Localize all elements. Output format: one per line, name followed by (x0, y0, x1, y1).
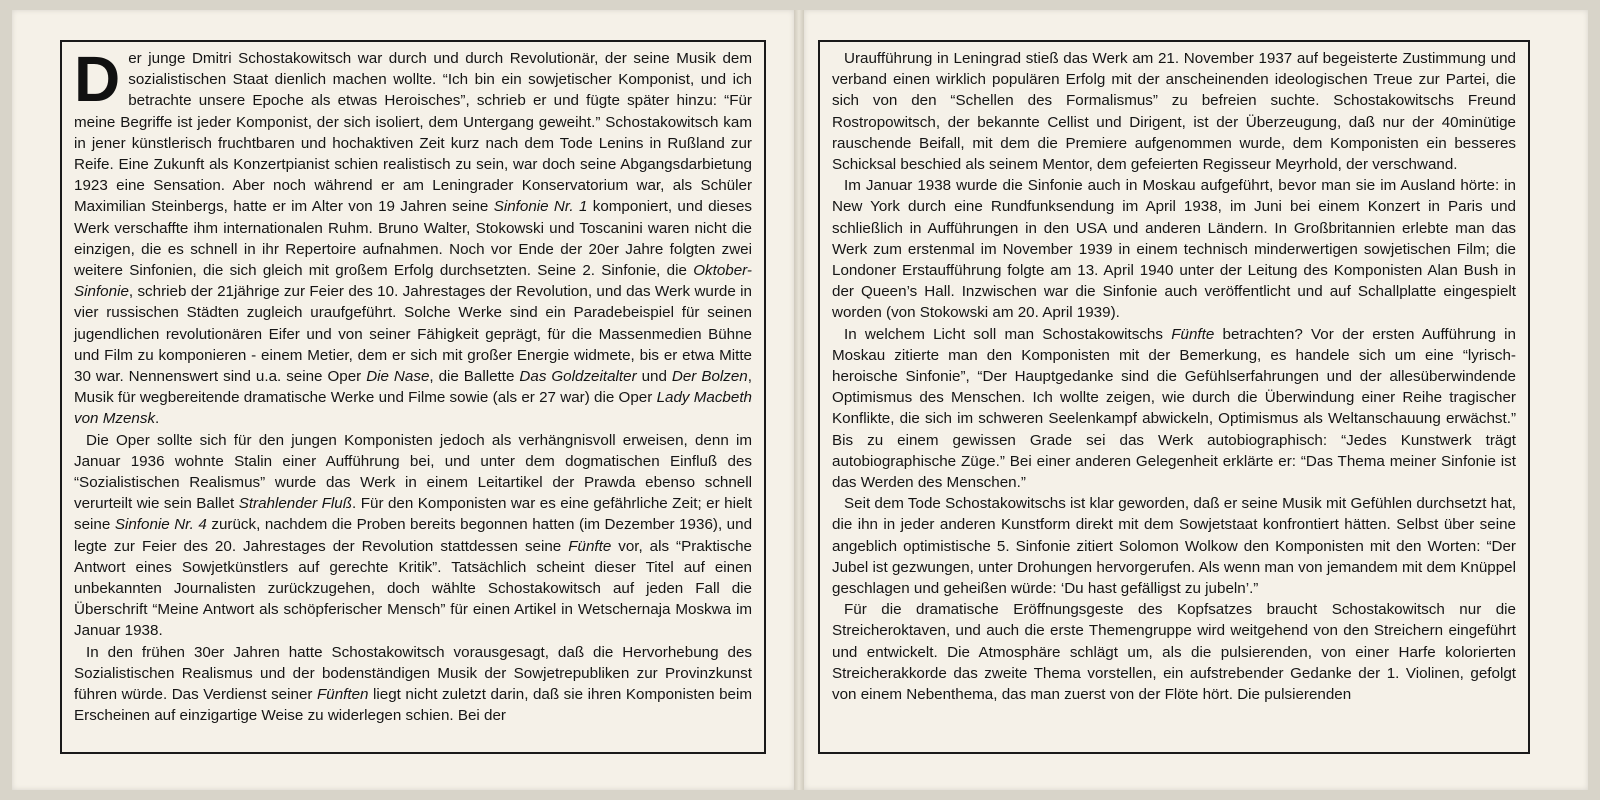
paragraph (74, 43, 752, 430)
text-run: Die Oper sollte sich für den jungen Komponisten jedoch als verhängnisvoll erweisen, denn im Januar 1936 wohnte Stalin einer Aufführung bei, und unter dem dogmatischen Einfluß des “Sozialistischen Realismus” wurde das Werk in einem Leitartikel der Prawda ebenso schnell verurteilt wie sein Ballet (74, 431, 752, 513)
text-run: vor, als “Praktische Antwort eines Sowjetkünstlers auf gerechte Kritik”. Tatsächlich scheint dieser Titel auf einen unbekannten Journalisten zurückzugehen, doch wählte Schostakowitsch auf jeden Fall die Überschrift “Meine Antwort als schöpferischer Mensch” für einen Artikel in Wetschernaja Moskwa im Januar 1938. (74, 537, 752, 640)
text-run: . (155, 410, 160, 428)
italic-title: Oktober-Sinfonie (74, 262, 752, 301)
right-page-text (832, 48, 1516, 705)
left-text-frame (60, 40, 766, 754)
paragraph (832, 48, 1516, 175)
paragraph (74, 642, 752, 727)
left-page (12, 10, 794, 790)
text-run: . Für den Komponisten war es eine gefährliche Zeit; er hielt seine (74, 495, 752, 534)
right-page (804, 10, 1588, 790)
italic-title: Strahlender Fluß (238, 495, 353, 513)
paragraph (832, 175, 1516, 323)
text-run: Seit dem Tode Schostakowitschs ist klar geworden, daß er seine Musik mit Gefühlen durchsetzt hat, die ihn in jeder anderen Kunstform direkt mit dem Sowjetstaat konfrontiert hätten. Selbst über seine angeblich optimistische 5. Sinfonie zitiert Solomon Wolkow den Komponisten mit den Worten: “Der Jubel ist gezwungen, unter Drohungen hervorgerufen. Als wenn man von jemandem mit dem Knüppel geschlagen und geheißen würde: ‘Du hast gefälligst zu jubeln’.” (832, 495, 1516, 598)
right-text-frame (818, 40, 1530, 754)
italic-title: Fünften (316, 686, 369, 704)
drop-cap: D (74, 43, 121, 115)
italic-title: Sinfonie Nr. 1 (493, 198, 588, 216)
text-run: komponiert, und dieses Werk verschaffte ihm internationalen Ruhm. Bruno Walter, Stokowski und Toscanini waren nicht die einzigen, die es schnell in ihr Repertoire aufnahmen. Noch vor Ende der 20er Jahre folgten zwei weitere Sinfonien, die sich gleich mit großem Erfolg durchsetzten. Seine 2. Sinfonie, die (74, 198, 752, 280)
italic-title: Fünfte (1171, 325, 1215, 343)
text-run: , schrieb der 21jährige zur Feier des 10. Jahrestages der Revolution, und das Werk wurde in vier russischen Städten zugleich uraufgeführt. Solche Werke sind ein Paradebeispiel für seinen jugendlichen revolutionären Eifer und von seiner Fähigkeit geprägt, für die Massenmedien Bühne und Film zu komponieren - einem Metier, dem er sich mit großer Energie widmete, bis er etwa Mitte 30 war. Nennenswert sind u.a. seine Oper (74, 283, 752, 386)
text-run: Uraufführung in Leningrad stieß das Werk am 21. November 1937 auf begeisterte Zustimmung und verband einen wirklich populären Erfolg mit der anscheinenden ideologischen Treue zur Partei, die sich von den “Schellen des Formalismus” zu befreien suchte. Schostakowitschs Freund Rostropowitsch, der bekannte Cellist und Dirigent, ist der Überzeugung, daß nur der 40minütige rauschende Beifall, mit dem die Premiere aufgenommen wurde, dem Komponisten ein besseres Schicksal beschied als seinem Mentor, dem gefeierten Regisseur Meyrhold, der verschwand. (832, 50, 1516, 174)
page-gutter (794, 10, 804, 790)
paragraph (74, 430, 752, 642)
italic-title: Lady Macbeth von Mzensk (74, 389, 752, 428)
italic-title: Die Nase (366, 368, 430, 386)
text-run: liegt nicht zuletzt darin, daß sie ihren Komponisten beim Erscheinen auf einzigartige Weise zu widerlegen schien. Bei der (74, 686, 752, 725)
italic-title: Fünfte (568, 537, 612, 555)
text-run: , Musik für wegbereitende dramatische Werke und Filme sowie (als er 27 war) die Oper (74, 368, 752, 407)
paragraph (832, 599, 1516, 705)
text-run: In welchem Licht soll man Schostakowitschs (844, 325, 1172, 343)
text-run: er junge Dmitri Schostakowitsch war durch und durch Revolutionär, der seine Musik dem sozialistischen Staat dienlich machen wollte. “Ich bin ein sowjetischer Komponist, und ich betrachte unsere Epoche als etwas Heroisches”, schrieb er und fügte später hinzu: “Für meine Begriffe ist jeder Komponist, der sich isoliert, dem Untergang geweiht.” Schostakowitsch kam in jener künstlerisch fruchtbaren und hochaktiven Zeit kurz nach dem Tode Lenins in Rußland zur Reife. Eine Zukunft als Konzertpianist schien realistisch zu sein, war doch seine Abgangsdarbietung 1923 eine Sensation. Aber noch während er am Leningrader Konservatorium war, als Schüler Maximilian Steinbergs, hatte er im Alter von 19 Jahren seine (74, 50, 752, 216)
text-run: , die Ballette (429, 368, 520, 386)
italic-title: Das Goldzeitalter (519, 368, 637, 386)
text-run: Im Januar 1938 wurde die Sinfonie auch in Moskau aufgeführt, bevor man sie im Ausland hörte: in New York durch eine Rundfunksendung im April 1938, im Juni bei einem Konzert in Paris und schließlich in Aufführungen in den USA und anderen Ländern. In Großbritannien erlebte man das Werk zum erstenmal im November 1939 in einem technisch minderwertigen sowjetischen Film; die Londoner Erstaufführung folgte am 13. April 1940 unter der Leitung des Komponisten Alan Bush in der Queen’s Hall. Inzwischen war die Sinfonie auch veröffentlicht und auf Schallplatte eingespielt worden (von Stokowski am 20. April 1939). (832, 177, 1516, 322)
paragraph (832, 493, 1516, 599)
italic-title: Der Bolzen (671, 368, 748, 386)
italic-title: Sinfonie Nr. 4 (114, 516, 207, 534)
left-page-text (74, 43, 753, 727)
text-run: betrachten? Vor der ersten Aufführung in Moskau zitierte man den Komponisten mit der Bemerkung, es handele sich um eine “lyrisch-heroische Sinfonie”, “Der Hauptgedanke sind die Gefühlserfahrungen und der allesüberwindende Optimismus des Menschen. Ich wollte zeigen, wie durch die Überwindung einer Reihe tragischer Konflikte, die sich im schweren Seelenkampf abwickeln, Optimismus als Weltanschauung erwächst.” Bis zu einem gewissen Grade sei das Werk autobiographisch: “Jedes Kunstwerk trägt autobiographische Züge.” Bei einer anderen Gelegenheit erklärte er: “Das Thema meiner Sinfonie ist das Werden des Menschen.” (832, 325, 1516, 492)
text-run: Für die dramatische Eröffnungsgeste des Kopfsatzes braucht Schostakowitsch nur die Streicheroktaven, und auch die erste Themengruppe wird weitgehend von den Streichern eingeführt und entwickelt. Die Atmosphäre schlägt um, als die pulsierenden, von einer Harfe kolorierten Streicherakkorde das zweite Thema vorstellen, ein aufstrebender Gedanke der 1. Violinen, gefolgt von einem Nebenthema, das man zuerst von der Flöte hört. Die pulsierenden (832, 601, 1516, 704)
text-run: zurück, nachdem die Proben bereits begonnen hatten (im Dezember 1936), und legte zur Feier des 20. Jahrestages der Revolution stattdessen seine (74, 516, 753, 555)
text-run: In den frühen 30er Jahren hatte Schostakowitsch vorausgesagt, daß die Hervorhebung des Sozialistischen Realismus und der bodenständigen Musik der Sowjetrepubliken zur Provinzkunst führen würde. Das Verdienst seiner (74, 643, 752, 704)
paragraph (832, 324, 1516, 494)
text-run: und (636, 368, 672, 386)
